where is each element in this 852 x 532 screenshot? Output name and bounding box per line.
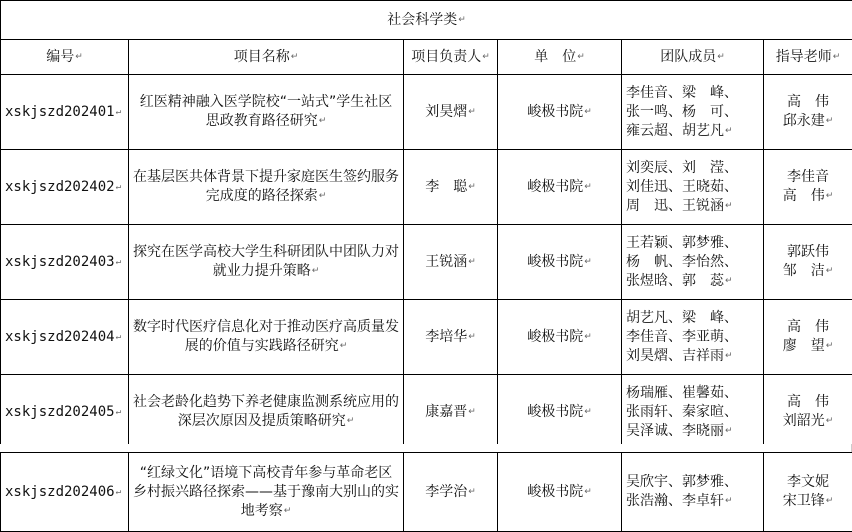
team-members <box>622 300 764 375</box>
member-line: 李佳音、梁 峰、 <box>626 84 759 103</box>
member-line: 周 迅、王锐涵 ↵ <box>626 197 759 216</box>
member-line: 李佳音、李亚萌、 <box>626 328 759 347</box>
member-line: 张一鸣、杨 可、 <box>626 103 759 122</box>
project-code-text: xskjszd202403 ↵ <box>5 254 121 270</box>
member-line: 刘奕辰、刘 滢、 <box>626 159 759 178</box>
header-members <box>622 40 764 75</box>
table-row <box>1 375 852 450</box>
team-members <box>622 150 764 225</box>
section-title-cell <box>1 1 852 40</box>
advisor-line: 邹 洁 ↵ <box>768 262 848 281</box>
advisors <box>764 75 852 150</box>
member-line: 胡艺凡、梁 峰、 <box>626 309 759 328</box>
member-line: 张雨轩、秦家暄、 <box>626 403 759 422</box>
advisors <box>764 225 852 300</box>
project-name <box>129 453 404 532</box>
project-name-text: “红绿文化”语境下高校青年参与革命老区乡村振兴路径探索——基于豫南大别山的实地考察 ↵ <box>133 465 399 519</box>
project-code <box>1 375 129 450</box>
advisor-line: 邱永建 ↵ <box>768 112 848 131</box>
project-leader-text: 李培华 ↵ <box>425 329 476 345</box>
table-row <box>1 300 852 375</box>
project-name <box>129 300 404 375</box>
project-leader-text: 刘昊熠 ↵ <box>425 104 476 120</box>
header-advisor-label: 指导老师 ↵ <box>776 49 841 65</box>
table-row <box>1 453 852 532</box>
project-unit-text: 峻极书院 ↵ <box>527 254 592 270</box>
team-members <box>622 75 764 150</box>
project-code-text: xskjszd202401 ↵ <box>5 104 121 120</box>
project-leader <box>404 300 498 375</box>
project-leader-text: 王锐涵 ↵ <box>425 254 476 270</box>
member-line: 杨 帆、李怡然、 <box>626 253 759 272</box>
project-leader-text: 李学治 ↵ <box>425 484 476 500</box>
project-code-text: xskjszd202405 ↵ <box>5 404 121 420</box>
header-name-label: 项目名称 ↵ <box>234 49 299 65</box>
project-code-text: xskjszd202402 ↵ <box>5 179 121 195</box>
advisors <box>764 300 852 375</box>
team-members <box>622 453 764 532</box>
member-line: 刘昊熠、吉祥雨 ↵ <box>626 347 759 366</box>
project-unit <box>498 150 622 225</box>
member-line: 吴欣宇、郭梦雅、 <box>626 473 759 492</box>
project-unit <box>498 225 622 300</box>
member-line: 张浩瀚、李卓轩 ↵ <box>626 492 759 511</box>
project-leader <box>404 453 498 532</box>
advisor-line: 高 伟 <box>768 393 848 412</box>
project-unit <box>498 300 622 375</box>
advisor-line: 高 伟 ↵ <box>768 187 848 206</box>
project-name-text: 社会老龄化趋势下养老健康监测系统应用的深层次原因及提质策略研究 ↵ <box>133 394 399 429</box>
header-code-label: 编号 ↵ <box>46 49 83 65</box>
project-leader-text: 康嘉晋 ↵ <box>425 404 476 420</box>
header-members-label: 团队成员 ↵ <box>660 49 725 65</box>
header-row <box>1 40 852 75</box>
advisor-line: 李佳音 <box>768 168 848 187</box>
header-leader-label: 项目负责人 ↵ <box>411 49 490 65</box>
section-title: 社会科学类 ↵ <box>387 12 466 28</box>
project-name-text: 数字时代医疗信息化对于推动医疗高质量发展的价值与实践路径研究 ↵ <box>133 319 399 354</box>
advisors <box>764 453 852 532</box>
project-leader <box>404 375 498 450</box>
project-name-text: 探究在医学高校大学生科研团队中团队力对就业力提升策略 ↵ <box>133 244 399 279</box>
project-unit-text: 峻极书院 ↵ <box>527 179 592 195</box>
project-name <box>129 375 404 450</box>
advisor-line: 高 伟 <box>768 93 848 112</box>
advisor-line: 刘韶光 ↵ <box>768 412 848 431</box>
member-line: 雍云超、胡艺凡 ↵ <box>626 122 759 141</box>
project-unit <box>498 75 622 150</box>
advisor-line: 宋卫锋 ↵ <box>768 492 848 511</box>
team-members <box>622 225 764 300</box>
member-line: 吴泽诚、李晓丽 ↵ <box>626 422 759 441</box>
advisors <box>764 375 852 450</box>
member-line: 杨瑞雁、崔馨茹、 <box>626 384 759 403</box>
project-name <box>129 75 404 150</box>
project-leader <box>404 225 498 300</box>
project-unit <box>498 453 622 532</box>
project-leader-text: 李 聪 ↵ <box>425 179 476 195</box>
member-line: 王若颖、郭梦雅、 <box>626 234 759 253</box>
project-code <box>1 225 129 300</box>
project-unit-text: 峻极书院 ↵ <box>527 404 592 420</box>
project-unit-text: 峻极书院 ↵ <box>527 484 592 500</box>
project-leader <box>404 150 498 225</box>
team-members <box>622 375 764 450</box>
advisors <box>764 150 852 225</box>
project-code-text: xskjszd202404 ↵ <box>5 329 121 345</box>
table-row <box>1 225 852 300</box>
project-name <box>129 150 404 225</box>
table-row <box>1 150 852 225</box>
project-code <box>1 150 129 225</box>
project-code-text: xskjszd202406 ↵ <box>5 484 121 500</box>
project-name-text: 红医精神融入医学院校“一站式”学生社区思政教育路径研究 ↵ <box>140 94 393 129</box>
project-unit-text: 峻极书院 ↵ <box>527 329 592 345</box>
table-row <box>1 75 852 150</box>
header-code <box>1 40 129 75</box>
project-code <box>1 453 129 532</box>
header-advisor <box>764 40 852 75</box>
header-leader <box>404 40 498 75</box>
header-unit-label: 单 位 ↵ <box>534 49 585 65</box>
header-unit <box>498 40 622 75</box>
project-name <box>129 225 404 300</box>
project-unit <box>498 375 622 450</box>
advisor-line: 廖 望 ↵ <box>768 337 848 356</box>
project-code <box>1 300 129 375</box>
header-name <box>129 40 404 75</box>
project-leader <box>404 75 498 150</box>
page-break-gap <box>0 444 852 452</box>
project-name-text: 在基层医共体背景下提升家庭医生签约服务完成度的路径探索 ↵ <box>133 169 399 204</box>
project-code <box>1 75 129 150</box>
member-line: 刘佳迅、王晓茹、 <box>626 178 759 197</box>
project-unit-text: 峻极书院 ↵ <box>527 104 592 120</box>
member-line: 张煜晗、郭 蕊 ↵ <box>626 272 759 291</box>
advisor-line: 郭跃伟 <box>768 243 848 262</box>
project-table-continued <box>0 452 852 532</box>
advisor-line: 高 伟 <box>768 318 848 337</box>
advisor-line: 李文妮 <box>768 473 848 492</box>
